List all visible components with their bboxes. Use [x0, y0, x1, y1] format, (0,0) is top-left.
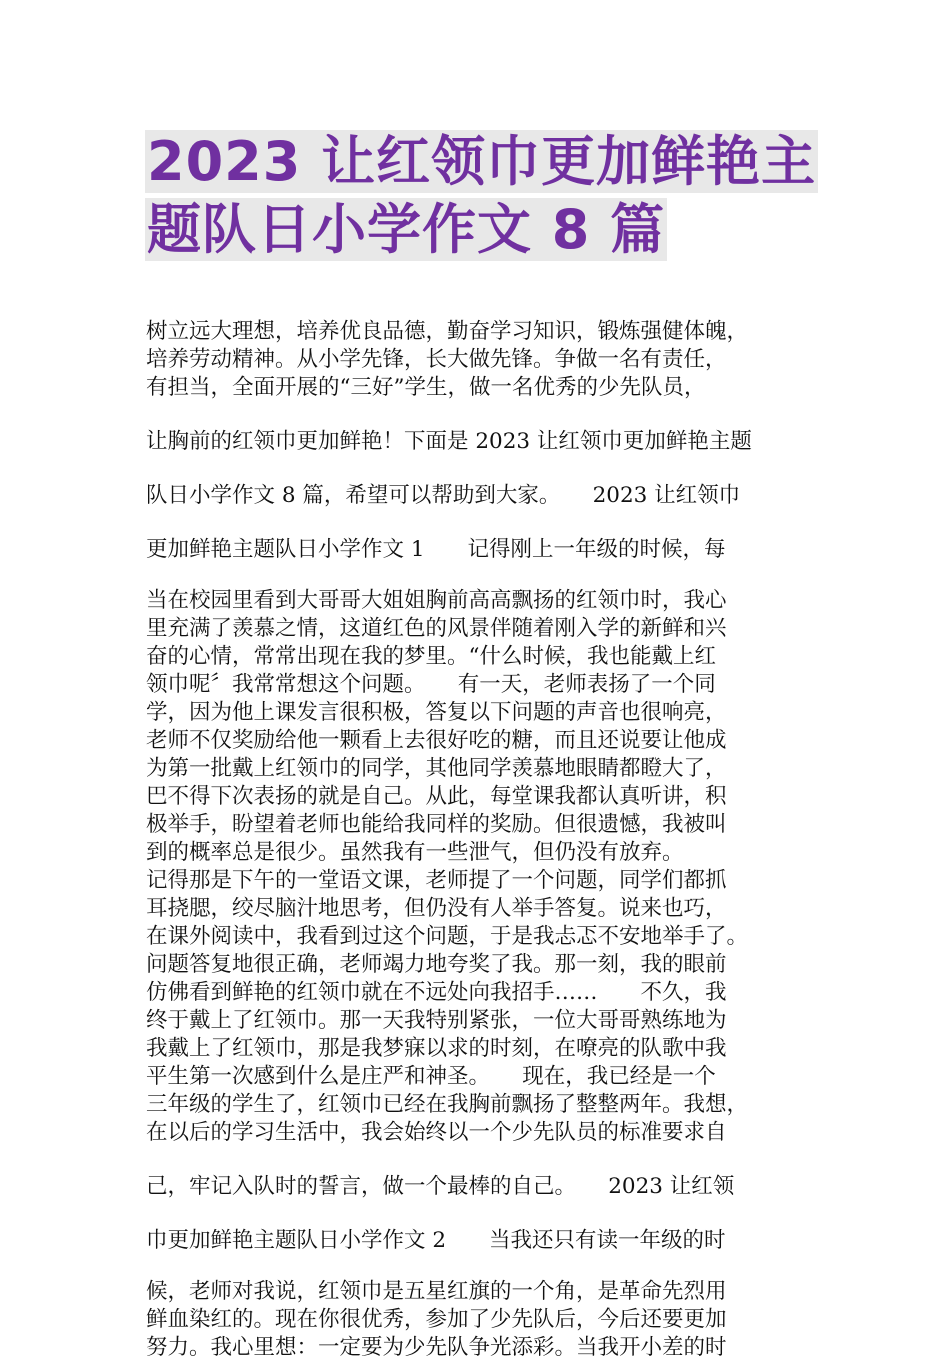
title-line-2: 题队日小学作文 8 篇	[147, 198, 666, 261]
body-line: 记得那是下午的一堂语文课，老师提了一个问题，同学们都抓	[146, 868, 727, 893]
body-line: 里充满了羡慕之情，这道红色的风景伴随着刚入学的新鲜和兴	[146, 616, 727, 641]
body-line: 候，老师对我说，红领巾是五星红旗的一个角，是革命先烈用	[146, 1279, 727, 1304]
body-line: 平生第一次感到什么是庄严和神圣。 现在，我已经是一个	[146, 1064, 716, 1089]
body-line: 在以后的学习生活中，我会始终以一个少先队员的标准要求自	[146, 1120, 727, 1145]
body-line: 努力。我心里想：一定要为少先队争光添彩。当我开小差的时	[146, 1335, 727, 1360]
body-line: 巾更加鲜艳主题队日小学作文 2 当我还只有读一年级的时	[146, 1228, 726, 1253]
body-line: 学，因为他上课发言很积极，答复以下问题的声音也很响亮，	[146, 700, 727, 725]
body-line: 领巾呢〞我常常想这个问题。 有一天，老师表扬了一个同	[146, 672, 716, 697]
body-line: 己，牢记入队时的誓言，做一个最棒的自己。 2023 让红领	[146, 1174, 735, 1199]
document-title	[145, 128, 825, 264]
body-line: 队日小学作文 8 篇，希望可以帮助到大家。 2023 让红领巾	[146, 483, 741, 508]
body-line: 在课外阅读中，我看到过这个问题，于是我忐忑不安地举手了。	[146, 924, 749, 949]
body-line: 到的概率总是很少。虽然我有一些泄气，但仍没有放弃。	[146, 840, 716, 865]
body-line: 极举手，盼望着老师也能给我同样的奖励。但很遗憾，我被叫	[146, 812, 727, 837]
body-line: 更加鲜艳主题队日小学作文 1 记得刚上一年级的时候，每	[146, 537, 726, 562]
body-line: 巴不得下次表扬的就是自己。从此，每堂课我都认真听讲，积	[146, 784, 727, 809]
body-line: 我戴上了红领巾，那是我梦寐以求的时刻，在嘹亮的队歌中我	[146, 1036, 727, 1061]
body-line: 三年级的学生了，红领巾已经在我胸前飘扬了整整两年。我想，	[146, 1092, 749, 1117]
body-line: 鲜血染红的。现在你很优秀，参加了少先队后，今后还要更加	[146, 1307, 727, 1332]
body-line: 问题答复地很正确，老师竭力地夸奖了我。那一刻，我的眼前	[146, 952, 727, 977]
body-line: 耳挠腮，绞尽脑汁地思考，但仍没有人举手答复。说来也巧，	[146, 896, 727, 921]
body-line: 培养劳动精神。从小学先锋，长大做先锋。争做一名有责任，	[146, 347, 727, 372]
document-body	[146, 318, 808, 1362]
title-line-1: 2023 让红领巾更加鲜艳主	[147, 130, 817, 193]
body-line: 终于戴上了红领巾。那一天我特别紧张，一位大哥哥熟练地为	[146, 1008, 727, 1033]
body-line: 奋的心情，常常出现在我的梦里。“什么时候，我也能戴上红	[146, 644, 716, 669]
body-line: 为第一批戴上红领巾的同学，其他同学羡慕地眼睛都瞪大了，	[146, 756, 727, 781]
body-line: 当在校园里看到大哥哥大姐姐胸前高高飘扬的红领巾时，我心	[146, 588, 727, 613]
body-line: 让胸前的红领巾更加鲜艳！下面是 2023 让红领巾更加鲜艳主题	[146, 429, 752, 454]
body-line: 树立远大理想，培养优良品德，勤奋学习知识，锻炼强健体魄，	[146, 319, 749, 344]
body-line: 仿佛看到鲜艳的红领巾就在不远处向我招手…… 不久，我	[146, 980, 727, 1005]
body-line: 老师不仅奖励给他一颗看上去很好吃的糖，而且还说要让他成	[146, 728, 727, 753]
body-line: 有担当，全面开展的“三好”学生，做一名优秀的少先队员，	[146, 375, 706, 400]
